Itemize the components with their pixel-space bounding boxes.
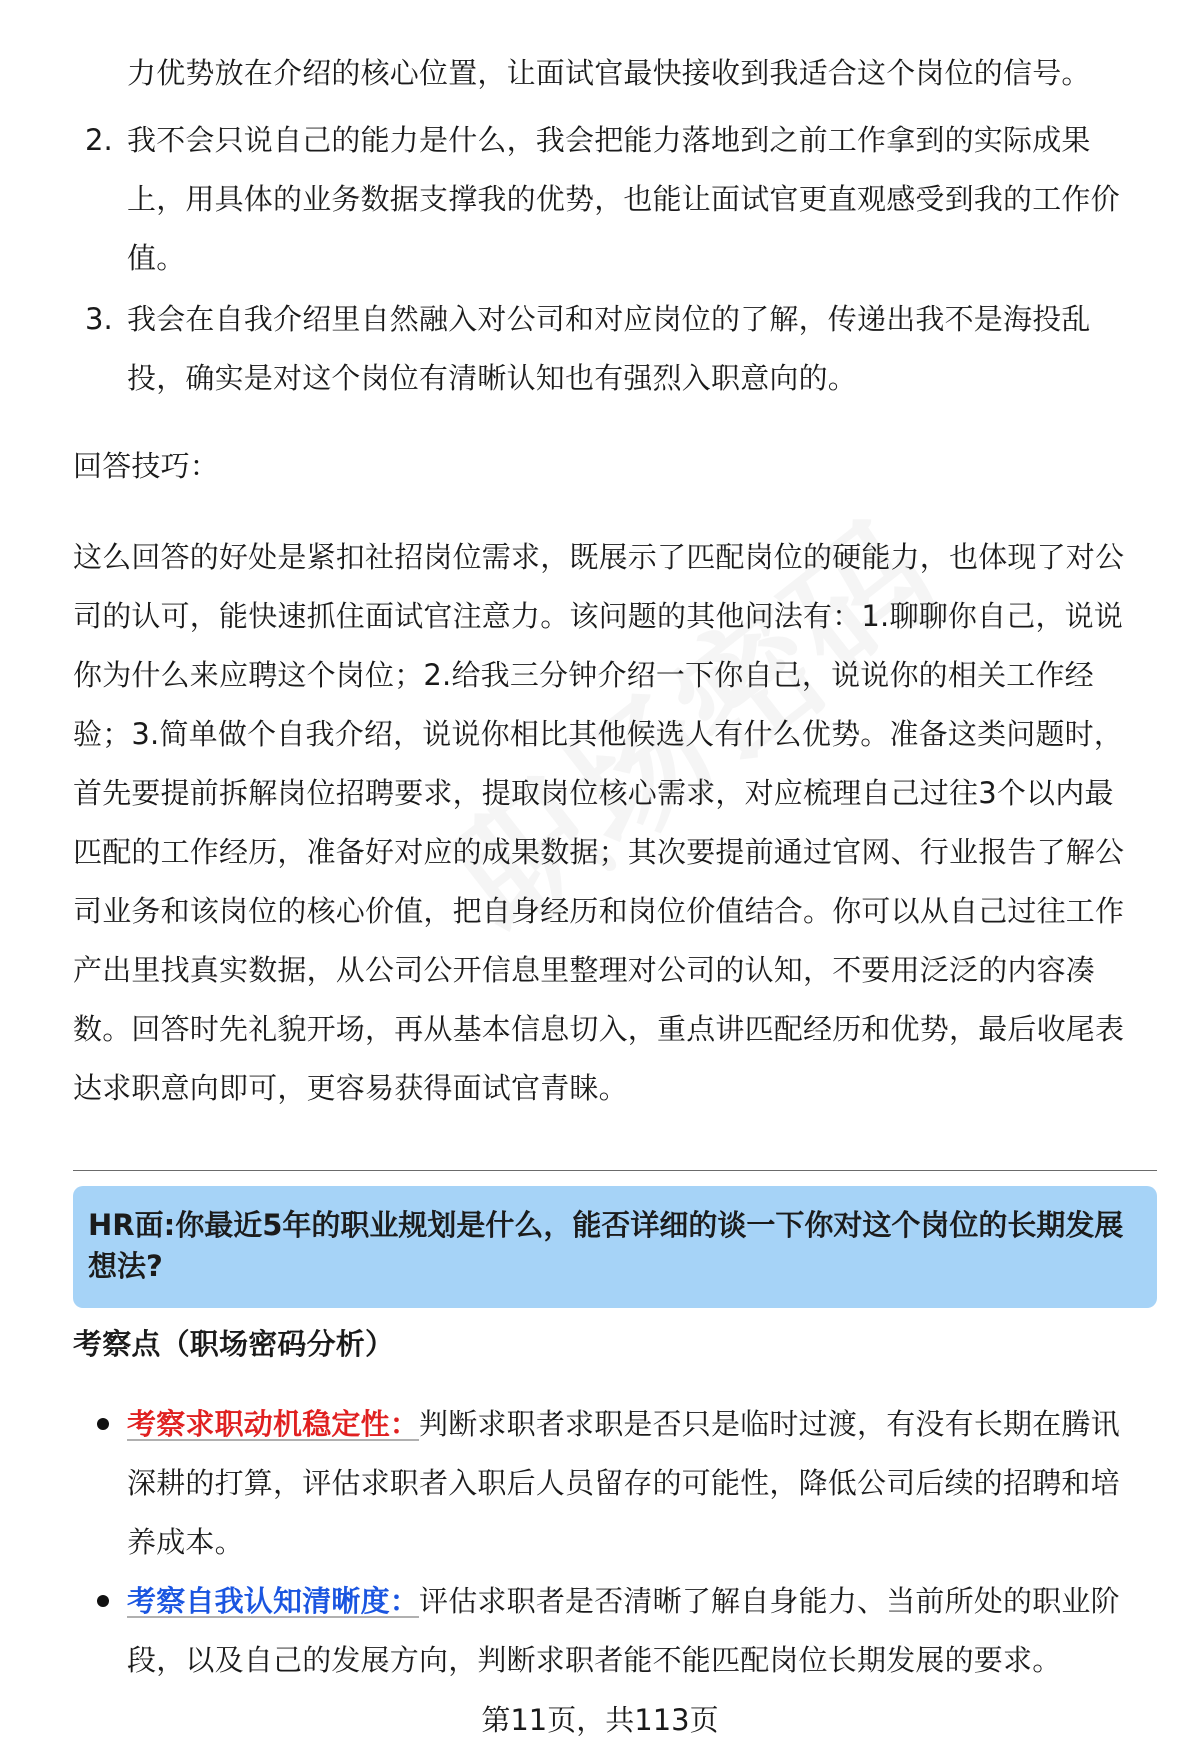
tips-paragraph-line: 产出里找真实数据，从公司公开信息里整理对公司的认知，不要用泛泛的内容凑 [73, 953, 1096, 987]
bullet-item-first-line [127, 1581, 1120, 1621]
bullet-text: 评估求职者是否清晰了解自身能力、当前所处的职业阶 [419, 1584, 1120, 1618]
list-item-line: 值。 [127, 241, 186, 275]
bullet-text: 判断求职者求职是否只是临时过渡，有没有长期在腾讯 [419, 1407, 1120, 1441]
list-number: 2. [85, 123, 113, 157]
tips-paragraph-line: 这么回答的好处是紧扣社招岗位需求，既展示了匹配岗位的硬能力，也体现了对公 [73, 540, 1125, 574]
bullet-dot-icon [97, 1595, 109, 1607]
bullet-item-line: 深耕的打算，评估求职者入职后人员留存的可能性，降低公司后续的招聘和培 [127, 1466, 1120, 1500]
list-item-line: 我不会只说自己的能力是什么，我会把能力落地到之前工作拿到的实际成果 [127, 123, 1091, 157]
list-item-line: 我会在自我介绍里自然融入对公司和对应岗位的了解，传递出我不是海投乱 [127, 302, 1091, 336]
page-number-footer: 第11页，共113页 [481, 1703, 719, 1737]
tips-paragraph-line: 匹配的工作经历，准备好对应的成果数据；其次要提前通过官网、行业报告了解公 [73, 835, 1125, 869]
bullet-dot-icon [97, 1418, 109, 1430]
tips-paragraph-line: 达求职意向即可，更容易获得面试官青睐。 [73, 1071, 628, 1105]
tips-paragraph-line: 司业务和该岗位的核心价值，把自身经历和岗位价值结合。你可以从自己过往工作 [73, 894, 1125, 928]
list-continuation-line: 力优势放在介绍的核心位置，让面试官最快接收到我适合这个岗位的信号。 [127, 56, 1091, 90]
bullet-label: 考察自我认知清晰度： [127, 1584, 420, 1618]
tips-paragraph-line: 你为什么来应聘这个岗位；2.给我三分钟介绍一下你自己，说说你的相关工作经 [73, 658, 1094, 692]
bullet-item-line: 养成本。 [127, 1525, 244, 1559]
hr-question-box [73, 1186, 1157, 1308]
section-divider [73, 1170, 1157, 1171]
bullet-item-first-line [127, 1404, 1120, 1444]
list-item-line: 投，确实是对这个岗位有清晰认知也有强烈入职意向的。 [127, 361, 858, 395]
assessment-heading: 考察点（职场密码分析） [73, 1327, 395, 1361]
bullet-label: 考察求职动机稳定性： [127, 1407, 420, 1441]
list-number: 3. [85, 302, 113, 336]
tips-paragraph-line: 数。回答时先礼貌开场，再从基本信息切入，重点讲匹配经历和优势，最后收尾表 [73, 1012, 1125, 1046]
hr-question-line: HR面:你最近5年的职业规划是什么，能否详细的谈一下你对这个岗位的长期发展 [88, 1208, 1124, 1242]
hr-question-line: 想法? [88, 1249, 163, 1283]
tips-paragraph-line: 司的认可，能快速抓住面试官注意力。该问题的其他问法有：1.聊聊你自己，说说 [73, 599, 1124, 633]
tips-paragraph-line: 验；3.简单做个自我介绍，说说你相比其他候选人有什么优势。准备这类问题时， [73, 717, 1124, 751]
bullet-item-line: 段，以及自己的发展方向，判断求职者能不能匹配岗位长期发展的要求。 [127, 1643, 1062, 1677]
list-item-line: 上，用具体的业务数据支撑我的优势，也能让面试官更直观感受到我的工作价 [127, 182, 1120, 216]
tips-heading: 回答技巧： [73, 449, 220, 483]
tips-paragraph-line: 首先要提前拆解岗位招聘要求，提取岗位核心需求，对应梳理自己过往3个以内最 [73, 776, 1114, 810]
